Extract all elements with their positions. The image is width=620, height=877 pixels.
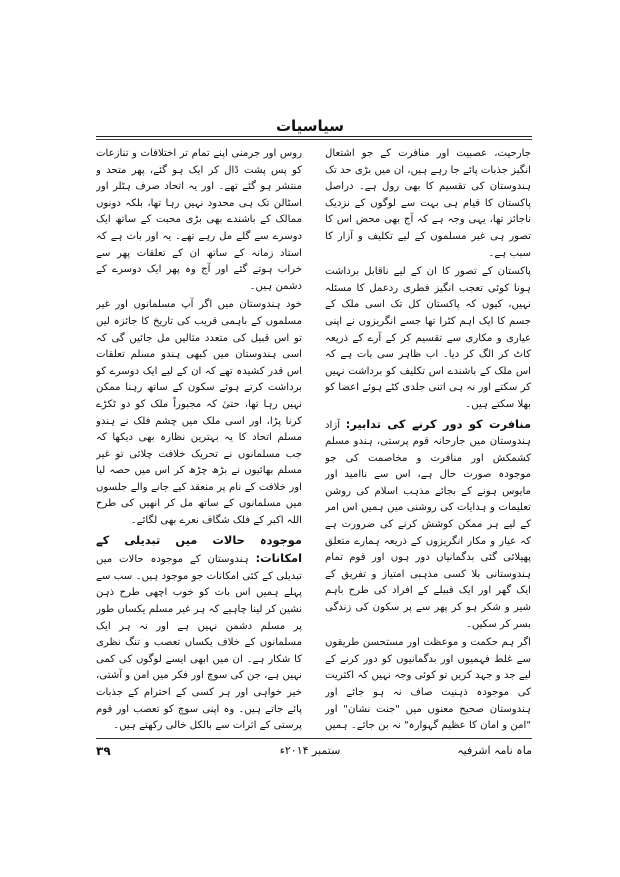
paragraph: اگر ہم حکمت و موعظت اور مستحسن طریقوں سے غلط فہمیوں اور بدگمانیوں کو دور کرنے کے لیے جد و جہد کریں تو کوئی وجہ نہیں کہ اکثریت کی موجودہ ذہنیت صاف نہ ہو جائے اور ہندوستان صحیح معنوں میں "جنت نشان" اور "امن و امان کا عظیم گہوارہ" نہ بن جائے۔ ہمیں [325,637,531,732]
right-column [325,146,531,734]
paragraph: جارحیت، عصبیت اور منافرت کے جو اشتعال انگیز جذبات پائے جا رہے ہیں، ان میں بڑی حد تک ہندوستان کی تقسیم کا بھی رول ہے۔ دراصل پاکستان کا قیام ہی بہت سے لوگوں کے نزدیک ناجائز تھا، یہی وجہ ہے کہ آج بھی محض اس کا تصور ہی غیر مسلموں کے لیے تکلیف و آزار کا سبب ہے۔ [325,148,531,259]
paragraph: خود ہندوستان میں اگر آپ مسلمانوں اور غیر مسلموں کے باہمی قریب کی تاریخ کا جائزہ لیں تو اس قبیل کی متعدد مثالیں مل جائیں گی کہ اسی ہندوستان میں کبھی ہندو مسلم تعلقات اس قدر کشیدہ تھے کہ ان کے لیے ایک دوسرے کو برداشت کرتے ہوئے سکون کے ساتھ رہنا ممکن نہیں رہا تھا، حتیٰ کہ مجبوراً ملک کو دو ٹکڑے کرنا پڑا، اور اسی ملک میں چشم فلک نے ہندو مسلم اتحاد کا یہ بہترین نظارہ بھی دیکھا کہ جب مسلمانوں نے تحریک خلافت چلائی تو غیر مسلم بھائیوں نے بڑھ چڑھ کر اس میں حصہ لیا اور خلافت کے نام پر منعقد کیے جانے والے جلسوں میں مسلمانوں کے ساتھ مل کر انھیں کی طرح اللہ اکبر کے فلک شگاف نعرے بھی لگائے۔ [96,299,302,527]
paragraph-text: ہندوستان کے موجودہ حالات میں تبدیلی کے کئی امکانات جو موجود ہیں۔ سب سے پہلے ہمیں اس بات کو خوب اچھی طرح ذہن نشین کر لینا چاہیے کہ ہر غیر مسلم یکساں طور پر مسلم دشمن نہیں ہے اور نہ ہر ایک مسلمانوں کے خلاف یکساں تعصب و تنگ نظری کا شکار ہے۔ ان میں ابھی ایسے لوگوں کی کمی نہیں ہے، جن کی سوچ اور فکر میں امن و آشتی، خیر خواہی اور ہر کسی کے احترام کے جذبات پائے جاتے ہیں۔ وہ اپنی سوچ کو تعصب اور قوم پرستی کے اثرات سے بالکل خالی رکھتے ہیں۔ [96,554,302,732]
section-title: سیاسیات [275,117,345,135]
subheading: موجودہ حالات میں تبدیلی کے امکانات: [96,532,302,566]
page-number: ۳۹ [96,744,111,758]
paragraph-with-heading [96,532,302,734]
paragraph-text: آزاد ہندوستان میں جارحانہ قوم پرستی، ہندو مسلم کشمکش اور منافرت و مخاصمت کی جو موجودہ صورت حال ہے، اس سے ناامید اور مایوس ہونے کے بجائے مذہب اسلام کی روشن تعلیمات و ہدایات کی روشنی میں ہمیں اس امر کے لیے ہر ممکن کوشش کرنے کی ضرورت ہے کہ عیار و مکار انگریزوں کے ذریعہ ہمارے متعلق پھیلائی گئی بدگمانیاں دور ہوں اور قوم تمام ہندوستانی بلا کسی مذہبی امتیاز و تفریق کے ایک گھر اور ایک قبیلے کے افراد کی طرح باہم شیر و شکر ہو کر پھر سے پر سکون کی زندگی بسر کر سکیں۔ [325,419,531,630]
header-rule-thin [96,139,532,140]
footer-rule [96,738,532,739]
paragraph: روس اور جرمنی اپنے تمام تر اختلافات و تنازعات کو پس پشت ڈال کر ایک ہو گئے، پھر متحد و منتشر ہو گئے تھے۔ اور یہ اتحاد صرف ہٹلر اور اسٹالن تک ہی محدود نہیں رہا تھا، بلکہ دونوں ممالک کے باشندے بھی بڑی محبت کے ساتھ ایک دوسرے سے گلے مل رہے تھے۔ یہ اور بات ہے کہ استاد زمانہ کے ساتھ ان کے تعلقات پھر سے خراب ہوتے گئے اور آج وہ پھر ایک دوسرے کے دشمن ہیں۔ [96,148,302,292]
subheading: منافرت کو دور کرنے کی تدابیر: [345,416,531,431]
publication-name: ماہ نامہ اشرفیہ [457,744,532,757]
issue-date: ستمبر ۲۰۱۴ء [279,744,341,757]
left-column [96,146,302,734]
header-rule [96,136,532,137]
paragraph-with-heading [325,416,531,634]
paragraph: پاکستان کے تصور کا ان کے لیے ناقابل برداشت ہونا کوئی تعجب انگیز فطری ردعمل کا مسئلہ نہیں، کیوں کہ پاکستان کل تک اسی ملک کے جسم کا ایک اہم کٹرا تھا جسے انگریزوں نے اپنی عیاری و مکاری سے تقسیم کر کے آرے کے ذریعہ کاٹ کر الگ کر دیا۔ اب ظاہر سی بات ہے کہ اس ملک کے باشندے اس تکلیف کو برداشت نہیں کر سکتے اور نہ ہی اتنی جلدی کٹے ہوئے اعضا کو بھلا سکتے ہیں۔ [325,266,531,410]
